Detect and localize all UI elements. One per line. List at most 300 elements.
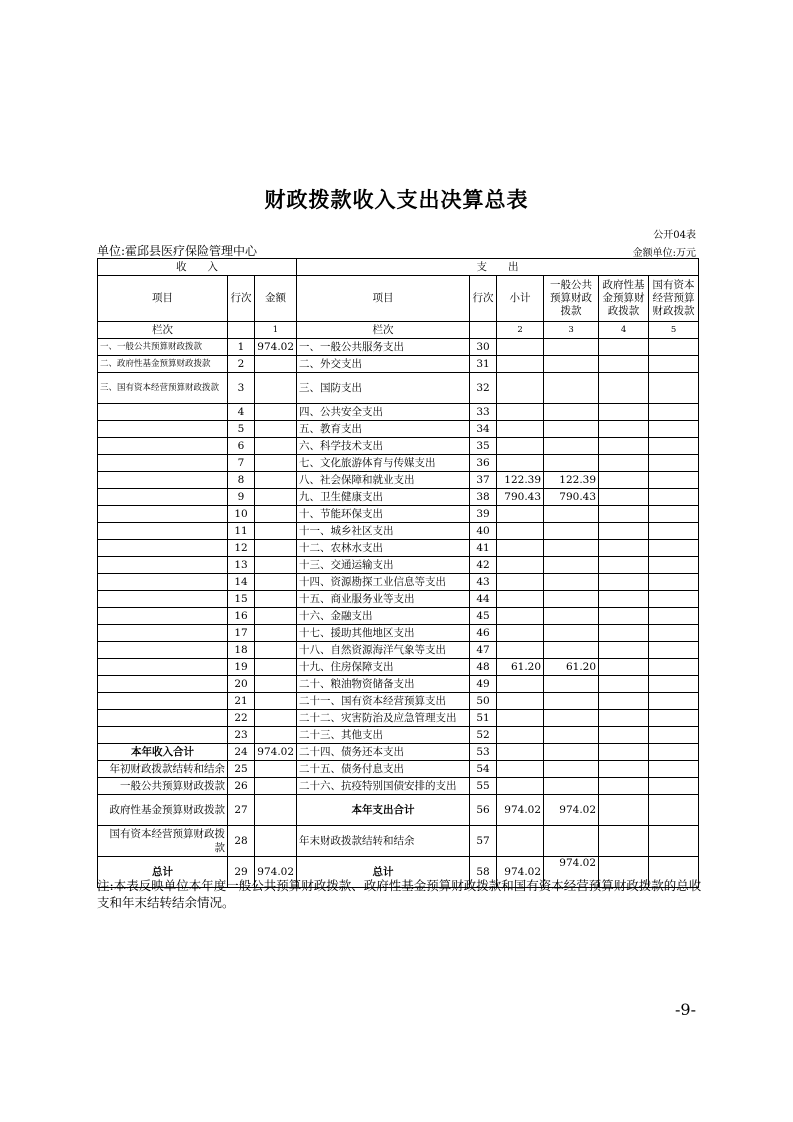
state-capital-cell — [649, 761, 699, 778]
expense-item-cell: 十五、商业服务业等支出 — [297, 591, 470, 608]
form-number: 公开04表 — [653, 230, 696, 241]
income-line-no-cell: 2 — [228, 356, 255, 373]
income-item-cell — [98, 557, 228, 574]
state-capital-cell — [649, 506, 699, 523]
income-amount-cell — [255, 557, 297, 574]
expense-line-no-cell: 31 — [470, 356, 497, 373]
income-amount-cell — [255, 625, 297, 642]
income-amount-cell — [255, 472, 297, 489]
gov-fund-cell — [599, 438, 649, 455]
expense-item-cell: 一、一般公共服务支出 — [297, 339, 470, 356]
subtotal-cell — [497, 523, 544, 540]
income-amount-cell — [255, 356, 297, 373]
general-budget-cell — [544, 404, 599, 421]
income-line-no-cell: 25 — [228, 761, 255, 778]
subtotal-cell: 61.20 — [497, 659, 544, 676]
gov-fund-cell — [599, 557, 649, 574]
subtotal-cell — [497, 642, 544, 659]
general-budget-cell — [544, 710, 599, 727]
gov-fund-cell — [599, 744, 649, 761]
state-capital-cell — [649, 557, 699, 574]
income-item-cell: 一、一般公共预算财政拨款 — [98, 339, 228, 356]
income-item-cell — [98, 506, 228, 523]
income-item-cell — [98, 489, 228, 506]
expense-item-cell: 十四、资源勘探工业信息等支出 — [297, 574, 470, 591]
expense-item-cell: 十三、交通运输支出 — [297, 557, 470, 574]
income-item-cell — [98, 659, 228, 676]
income-line-no-cell: 26 — [228, 778, 255, 795]
amount-unit-label: 金额单位:万元 — [632, 248, 696, 259]
expense-item-cell: 八、社会保障和就业支出 — [297, 472, 470, 489]
gov-fund-cell — [599, 540, 649, 557]
income-line-no-cell: 18 — [228, 642, 255, 659]
gov-fund-cell — [599, 523, 649, 540]
general-budget-cell — [544, 339, 599, 356]
expense-line-no-cell: 53 — [470, 744, 497, 761]
income-amount-cell — [255, 659, 297, 676]
table-row — [98, 727, 699, 744]
income-item-cell — [98, 404, 228, 421]
table-row — [98, 557, 699, 574]
empty-cell — [470, 322, 497, 339]
subtotal-cell — [497, 574, 544, 591]
income-amount-cell — [255, 826, 297, 857]
subtotal-cell — [497, 761, 544, 778]
general-budget-cell — [544, 693, 599, 710]
general-budget-cell — [544, 356, 599, 373]
expense-line-no-cell: 37 — [470, 472, 497, 489]
state-capital-cell — [649, 778, 699, 795]
income-item-cell — [98, 693, 228, 710]
income-item-cell — [98, 591, 228, 608]
expense-line-no-cell: 35 — [470, 438, 497, 455]
income-amount-cell — [255, 455, 297, 472]
expense-line-no-cell: 32 — [470, 373, 497, 404]
unit-label: 单位:霍邱县医疗保险管理中心 — [97, 244, 258, 258]
expense-line-no-cell: 54 — [470, 761, 497, 778]
subtotal-header: 小计 — [497, 276, 544, 322]
general-budget-cell — [544, 438, 599, 455]
subtotal-cell — [497, 608, 544, 625]
income-amount-cell — [255, 676, 297, 693]
income-line-no-cell: 16 — [228, 608, 255, 625]
expense-item-cell: 十、节能环保支出 — [297, 506, 470, 523]
income-line-no-cell: 28 — [228, 826, 255, 857]
income-line-no-cell: 6 — [228, 438, 255, 455]
subtotal-cell — [497, 710, 544, 727]
subtotal-cell — [497, 438, 544, 455]
expense-item-cell: 二十四、债务还本支出 — [297, 744, 470, 761]
expense-line-no-cell: 56 — [470, 795, 497, 826]
income-amount-cell — [255, 591, 297, 608]
state-capital-cell — [649, 608, 699, 625]
income-line-no-cell: 20 — [228, 676, 255, 693]
gov-fund-cell — [599, 761, 649, 778]
gov-fund-cell — [599, 591, 649, 608]
income-item-cell — [98, 421, 228, 438]
income-column-no-label: 栏次 — [98, 322, 228, 339]
income-amount-cell — [255, 373, 297, 404]
general-budget-cell — [544, 557, 599, 574]
expense-line-no-cell: 42 — [470, 557, 497, 574]
subtotal-cell — [497, 356, 544, 373]
expense-item-cell: 二十、粮油物资储备支出 — [297, 676, 470, 693]
income-amount-cell — [255, 642, 297, 659]
general-budget-cell — [544, 727, 599, 744]
expense-line-no-cell: 50 — [470, 693, 497, 710]
gov-fund-cell — [599, 489, 649, 506]
subtotal-cell — [497, 557, 544, 574]
expense-line-no-cell: 48 — [470, 659, 497, 676]
table-row — [98, 591, 699, 608]
income-amount-cell: 974.02 — [255, 339, 297, 356]
state-capital-cell — [649, 472, 699, 489]
table-row — [98, 795, 699, 826]
general-budget-cell: 122.39 — [544, 472, 599, 489]
income-amount-cell — [255, 404, 297, 421]
expense-line-no-cell: 43 — [470, 574, 497, 591]
state-capital-cell — [649, 438, 699, 455]
state-capital-header: 国有资本经营预算财政拨款 — [649, 276, 699, 322]
state-capital-cell — [649, 455, 699, 472]
table-row — [98, 438, 699, 455]
state-capital-cell — [649, 642, 699, 659]
general-budget-cell — [544, 676, 599, 693]
income-item-cell — [98, 608, 228, 625]
table-row — [98, 523, 699, 540]
general-budget-cell — [544, 778, 599, 795]
expense-line-no-cell: 49 — [470, 676, 497, 693]
income-amount-cell — [255, 489, 297, 506]
table-row — [98, 489, 699, 506]
table-row — [98, 404, 699, 421]
income-line-no-cell: 11 — [228, 523, 255, 540]
gov-fund-cell — [599, 795, 649, 826]
expense-line-no-cell: 52 — [470, 727, 497, 744]
expense-item-cell: 二十六、抗疫特别国债安排的支出 — [297, 778, 470, 795]
income-item-cell — [98, 523, 228, 540]
expense-item-cell: 十六、金融支出 — [297, 608, 470, 625]
expense-line-no-cell: 46 — [470, 625, 497, 642]
expense-item-cell: 年末财政拨款结转和结余 — [297, 826, 470, 857]
income-item-cell — [98, 710, 228, 727]
gov-fund-cell — [599, 455, 649, 472]
general-budget-cell — [544, 421, 599, 438]
gov-fund-cell — [599, 727, 649, 744]
expense-item-cell: 七、文化旅游体育与传媒支出 — [297, 455, 470, 472]
gov-fund-cell — [599, 506, 649, 523]
expense-item-cell: 十九、住房保障支出 — [297, 659, 470, 676]
table-row — [98, 710, 699, 727]
expense-line-no-header: 行次 — [470, 276, 497, 322]
general-budget-cell — [544, 540, 599, 557]
expense-item-cell: 总计 — [297, 857, 470, 888]
state-capital-cell — [649, 421, 699, 438]
state-capital-cell — [649, 744, 699, 761]
table-row — [98, 540, 699, 557]
expense-item-cell: 十七、援助其他地区支出 — [297, 625, 470, 642]
expense-item-cell: 五、教育支出 — [297, 421, 470, 438]
gov-fund-cell — [599, 659, 649, 676]
income-item-cell: 一般公共预算财政拨款 — [98, 778, 228, 795]
gov-fund-cell — [599, 642, 649, 659]
general-budget-cell: 974.02 — [544, 857, 599, 888]
expense-line-no-cell: 47 — [470, 642, 497, 659]
expense-column-no-label: 栏次 — [297, 322, 470, 339]
income-line-no-cell: 15 — [228, 591, 255, 608]
expense-line-no-cell: 30 — [470, 339, 497, 356]
state-capital-cell — [649, 591, 699, 608]
expense-line-no-cell: 57 — [470, 826, 497, 857]
income-item-cell — [98, 625, 228, 642]
general-budget-cell — [544, 826, 599, 857]
income-line-no-cell: 21 — [228, 693, 255, 710]
table-row — [98, 608, 699, 625]
subtotal-cell — [497, 373, 544, 404]
general-budget-cell — [544, 608, 599, 625]
income-amount-cell — [255, 574, 297, 591]
expense-item-cell: 二十一、国有资本经营预算支出 — [297, 693, 470, 710]
column-number-row — [98, 322, 699, 339]
expense-line-no-cell: 44 — [470, 591, 497, 608]
expense-item-cell: 十一、城乡社区支出 — [297, 523, 470, 540]
income-line-no-cell: 23 — [228, 727, 255, 744]
general-budget-cell — [544, 506, 599, 523]
subtotal-cell — [497, 625, 544, 642]
subtotal-cell — [497, 826, 544, 857]
column-no-1: 1 — [255, 322, 297, 339]
subtotal-cell: 790.43 — [497, 489, 544, 506]
subtotal-cell — [497, 693, 544, 710]
income-amount-cell — [255, 608, 297, 625]
general-budget-cell — [544, 642, 599, 659]
expense-item-cell: 九、卫生健康支出 — [297, 489, 470, 506]
expense-line-no-cell: 36 — [470, 455, 497, 472]
subtotal-cell: 974.02 — [497, 795, 544, 826]
income-line-no-cell: 24 — [228, 744, 255, 761]
subtotal-cell — [497, 455, 544, 472]
table-row — [98, 826, 699, 857]
table-row — [98, 373, 699, 404]
expense-item-cell: 本年支出合计 — [297, 795, 470, 826]
general-budget-cell — [544, 761, 599, 778]
income-item-cell — [98, 642, 228, 659]
expense-line-no-cell: 34 — [470, 421, 497, 438]
general-budget-cell — [544, 625, 599, 642]
income-line-no-cell: 13 — [228, 557, 255, 574]
income-line-no-cell: 17 — [228, 625, 255, 642]
table-row — [98, 744, 699, 761]
subtotal-cell — [497, 404, 544, 421]
header-row-columns — [98, 276, 699, 322]
income-item-cell — [98, 727, 228, 744]
income-amount-cell — [255, 540, 297, 557]
income-line-no-cell: 9 — [228, 489, 255, 506]
income-item-cell: 本年收入合计 — [98, 744, 228, 761]
expense-item-cell: 二十二、灾害防治及应急管理支出 — [297, 710, 470, 727]
general-budget-cell — [544, 455, 599, 472]
expense-line-no-cell: 39 — [470, 506, 497, 523]
state-capital-cell — [649, 373, 699, 404]
subtotal-cell — [497, 727, 544, 744]
state-capital-cell — [649, 659, 699, 676]
gov-fund-cell — [599, 676, 649, 693]
table-row — [98, 506, 699, 523]
column-no-3: 3 — [544, 322, 599, 339]
gov-fund-cell — [599, 693, 649, 710]
income-line-no-cell: 19 — [228, 659, 255, 676]
income-amount-cell — [255, 523, 297, 540]
gov-fund-cell — [599, 574, 649, 591]
income-amount-cell: 974.02 — [255, 857, 297, 888]
income-amount-cell — [255, 778, 297, 795]
subtotal-cell — [497, 778, 544, 795]
state-capital-cell — [649, 795, 699, 826]
income-amount-cell — [255, 693, 297, 710]
table-row — [98, 642, 699, 659]
table-row — [98, 778, 699, 795]
subtotal-cell — [497, 421, 544, 438]
subtotal-cell — [497, 339, 544, 356]
expense-item-header: 项目 — [297, 276, 470, 322]
income-item-cell — [98, 472, 228, 489]
income-line-no-cell: 22 — [228, 710, 255, 727]
expense-item-cell: 六、科学技术支出 — [297, 438, 470, 455]
state-capital-cell — [649, 710, 699, 727]
table-row — [98, 693, 699, 710]
income-item-header: 项目 — [98, 276, 228, 322]
state-capital-cell — [649, 625, 699, 642]
state-capital-cell — [649, 356, 699, 373]
income-item-cell — [98, 438, 228, 455]
expense-line-no-cell: 41 — [470, 540, 497, 557]
expense-item-cell: 四、公共安全支出 — [297, 404, 470, 421]
general-budget-cell: 974.02 — [544, 795, 599, 826]
subtotal-cell — [497, 591, 544, 608]
table-row — [98, 339, 699, 356]
income-amount-header: 金额 — [255, 276, 297, 322]
gov-fund-cell — [599, 373, 649, 404]
expense-line-no-cell: 38 — [470, 489, 497, 506]
income-item-cell: 二、政府性基金预算财政拨款 — [98, 356, 228, 373]
header-row-sections — [98, 259, 699, 276]
expense-item-cell: 十八、自然资源海洋气象等支出 — [297, 642, 470, 659]
income-line-no-cell: 5 — [228, 421, 255, 438]
expense-item-cell: 二十三、其他支出 — [297, 727, 470, 744]
income-amount-cell — [255, 761, 297, 778]
state-capital-cell — [649, 574, 699, 591]
expense-line-no-cell: 40 — [470, 523, 497, 540]
state-capital-cell — [649, 404, 699, 421]
income-amount-cell — [255, 795, 297, 826]
page-title: 财政拨款收入支出决算总表 — [264, 188, 529, 212]
gov-fund-cell — [599, 356, 649, 373]
gov-fund-cell — [599, 625, 649, 642]
page-number: -9- — [675, 1000, 696, 1019]
state-capital-cell — [649, 693, 699, 710]
table-row — [98, 676, 699, 693]
income-line-no-header: 行次 — [228, 276, 255, 322]
gov-fund-cell — [599, 404, 649, 421]
income-item-cell — [98, 455, 228, 472]
column-no-2: 2 — [497, 322, 544, 339]
column-no-4: 4 — [599, 322, 649, 339]
income-section-header: 收 入 — [98, 259, 297, 276]
state-capital-cell — [649, 540, 699, 557]
subtotal-cell — [497, 540, 544, 557]
gov-fund-header: 政府性基金预算财政拨款 — [599, 276, 649, 322]
general-budget-cell: 61.20 — [544, 659, 599, 676]
gov-fund-cell — [599, 608, 649, 625]
expense-section-header: 支 出 — [297, 259, 699, 276]
income-amount-cell — [255, 710, 297, 727]
gov-fund-cell — [599, 826, 649, 857]
income-amount-cell: 974.02 — [255, 744, 297, 761]
table-note: 注:本表反映单位本年度一般公共预算财政拨款、政府性基金预算财政拨款和国有资本经营预算财政拨款的总收支和年末结转结余情况。 — [97, 878, 702, 910]
expense-line-no-cell: 58 — [470, 857, 497, 888]
table-row — [98, 574, 699, 591]
expense-item-cell: 十二、农林水支出 — [297, 540, 470, 557]
empty-cell — [228, 322, 255, 339]
expense-line-no-cell: 33 — [470, 404, 497, 421]
expense-item-cell: 二十五、债务付息支出 — [297, 761, 470, 778]
income-item-cell: 总计 — [98, 857, 228, 888]
income-line-no-cell: 27 — [228, 795, 255, 826]
table-row — [98, 356, 699, 373]
general-budget-cell — [544, 523, 599, 540]
income-item-cell: 年初财政拨款结转和结余 — [98, 761, 228, 778]
income-item-cell: 国有资本经营预算财政拨款 — [98, 826, 228, 857]
state-capital-cell — [649, 826, 699, 857]
expense-line-no-cell: 55 — [470, 778, 497, 795]
budget-table — [97, 258, 699, 888]
income-amount-cell — [255, 438, 297, 455]
subtotal-cell — [497, 676, 544, 693]
gov-fund-cell — [599, 421, 649, 438]
gov-fund-cell — [599, 339, 649, 356]
general-budget-cell: 790.43 — [544, 489, 599, 506]
income-line-no-cell: 3 — [228, 373, 255, 404]
state-capital-cell — [649, 489, 699, 506]
income-line-no-cell: 29 — [228, 857, 255, 888]
income-amount-cell — [255, 506, 297, 523]
income-line-no-cell: 12 — [228, 540, 255, 557]
subtotal-cell — [497, 744, 544, 761]
general-budget-cell — [544, 373, 599, 404]
table-row — [98, 421, 699, 438]
state-capital-cell — [649, 339, 699, 356]
expense-line-no-cell: 51 — [470, 710, 497, 727]
table-row — [98, 472, 699, 489]
income-amount-cell — [255, 421, 297, 438]
state-capital-cell — [649, 523, 699, 540]
column-no-5: 5 — [649, 322, 699, 339]
state-capital-cell — [649, 676, 699, 693]
table-row — [98, 659, 699, 676]
income-line-no-cell: 10 — [228, 506, 255, 523]
income-item-cell — [98, 540, 228, 557]
income-line-no-cell: 8 — [228, 472, 255, 489]
income-item-cell: 政府性基金预算财政拨款 — [98, 795, 228, 826]
expense-line-no-cell: 45 — [470, 608, 497, 625]
general-budget-cell — [544, 574, 599, 591]
income-line-no-cell: 7 — [228, 455, 255, 472]
general-budget-cell — [544, 744, 599, 761]
expense-item-cell: 二、外交支出 — [297, 356, 470, 373]
table-row — [98, 625, 699, 642]
state-capital-cell — [649, 727, 699, 744]
general-budget-header: 一般公共预算财政拨款 — [544, 276, 599, 322]
